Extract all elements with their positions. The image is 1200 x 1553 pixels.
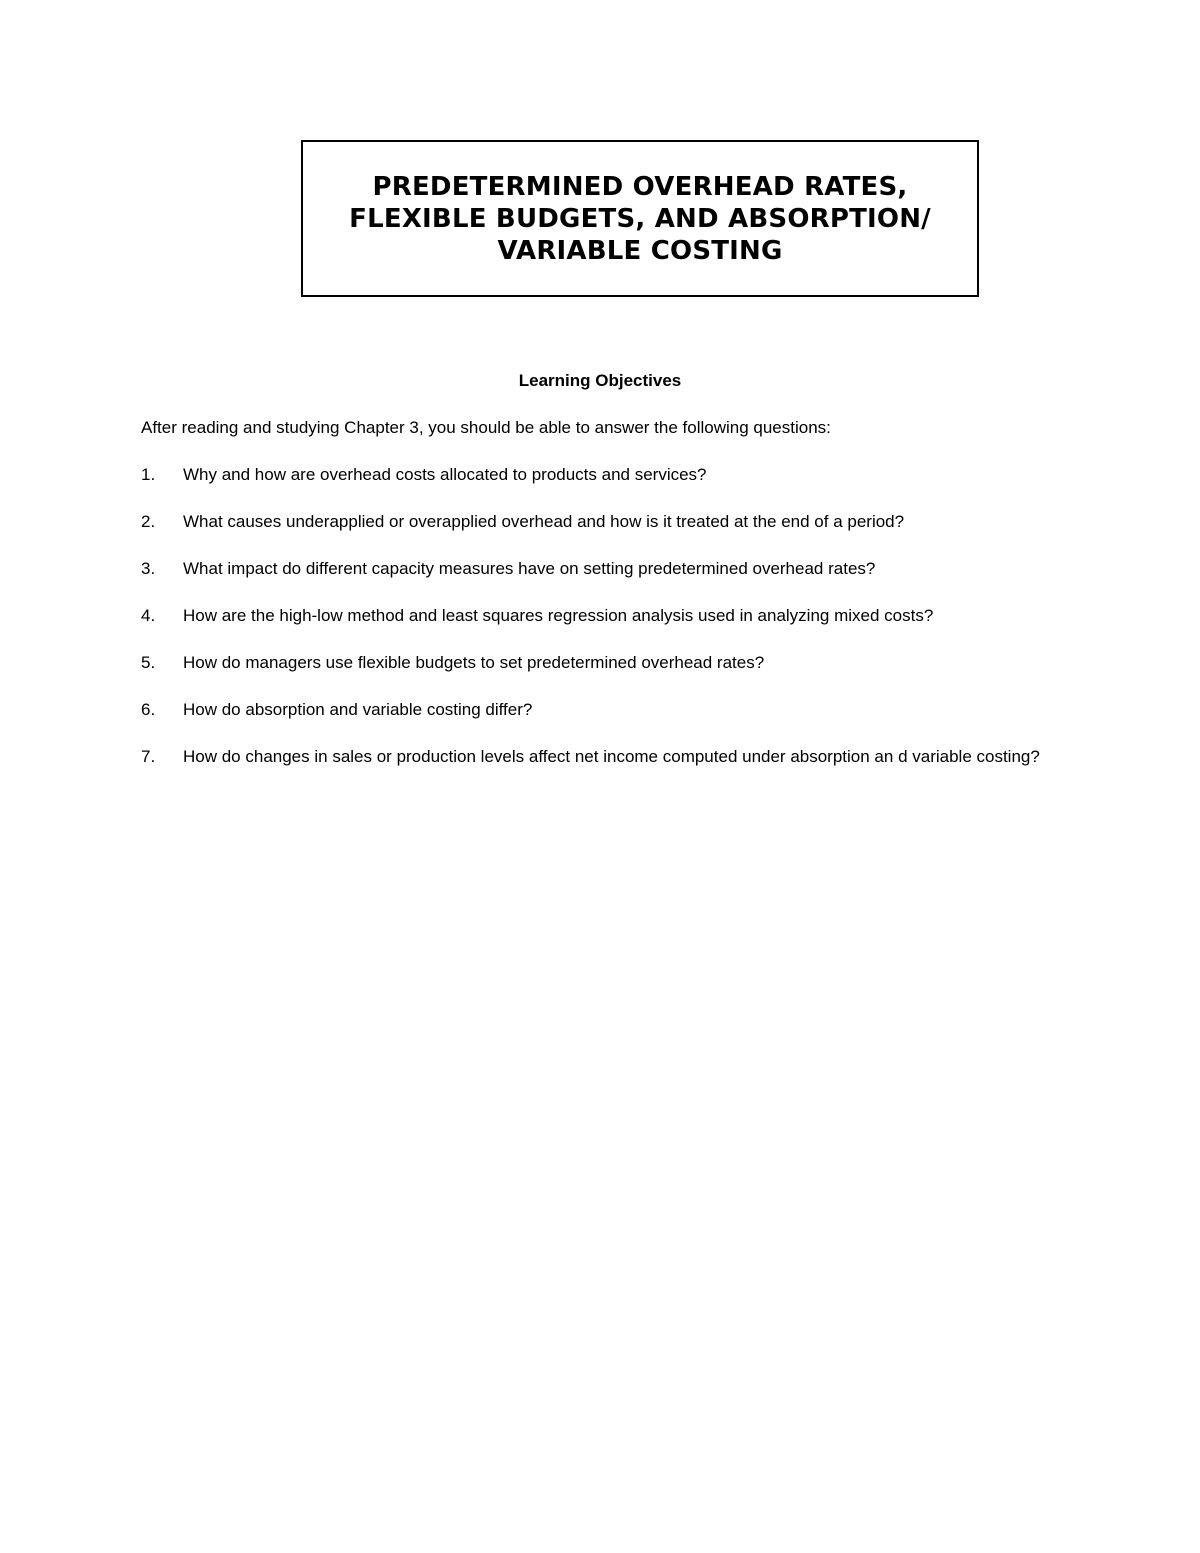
objective-item — [141, 699, 1071, 721]
objective-item — [141, 558, 1071, 580]
intro-paragraph: After reading and studying Chapter 3, you should be able to answer the following questions: — [141, 418, 831, 437]
objective-item — [141, 464, 1071, 486]
chapter-title-line-2: FLEXIBLE BUDGETS, AND ABSORPTION/ — [349, 203, 931, 234]
objective-number: 7. — [141, 747, 156, 766]
objective-text: How are the high-low method and least squares regression analysis used in analyzing mixed costs? — [183, 606, 934, 625]
objective-text: How do absorption and variable costing differ? — [183, 700, 533, 719]
objective-number: 1. — [141, 465, 156, 484]
chapter-title-box — [301, 140, 979, 297]
objective-number: 2. — [141, 512, 156, 531]
objective-number: 4. — [141, 606, 156, 625]
learning-objectives-heading: Learning Objectives — [518, 371, 682, 390]
chapter-title-line-3: VARIABLE COSTING — [497, 235, 783, 266]
objective-item — [141, 605, 1071, 627]
objective-number: 5. — [141, 653, 156, 672]
objectives-list — [141, 464, 1071, 793]
objective-text: How do managers use flexible budgets to set predetermined overhead rates? — [183, 653, 765, 672]
objective-item — [141, 746, 1071, 768]
objective-number: 3. — [141, 559, 156, 578]
objective-item — [141, 652, 1071, 674]
objective-text: What impact do different capacity measures have on setting predetermined overhead rates? — [183, 559, 876, 578]
objective-item — [141, 511, 1071, 533]
objective-text: How do changes in sales or production levels affect net income computed under absorption an d variable costing? — [183, 747, 1040, 766]
objective-text: Why and how are overhead costs allocated to products and services? — [183, 465, 707, 484]
objective-text: What causes underapplied or overapplied overhead and how is it treated at the end of a period? — [183, 512, 905, 531]
chapter-title-line-1: PREDETERMINED OVERHEAD RATES, — [372, 171, 908, 202]
objective-number: 6. — [141, 700, 156, 719]
